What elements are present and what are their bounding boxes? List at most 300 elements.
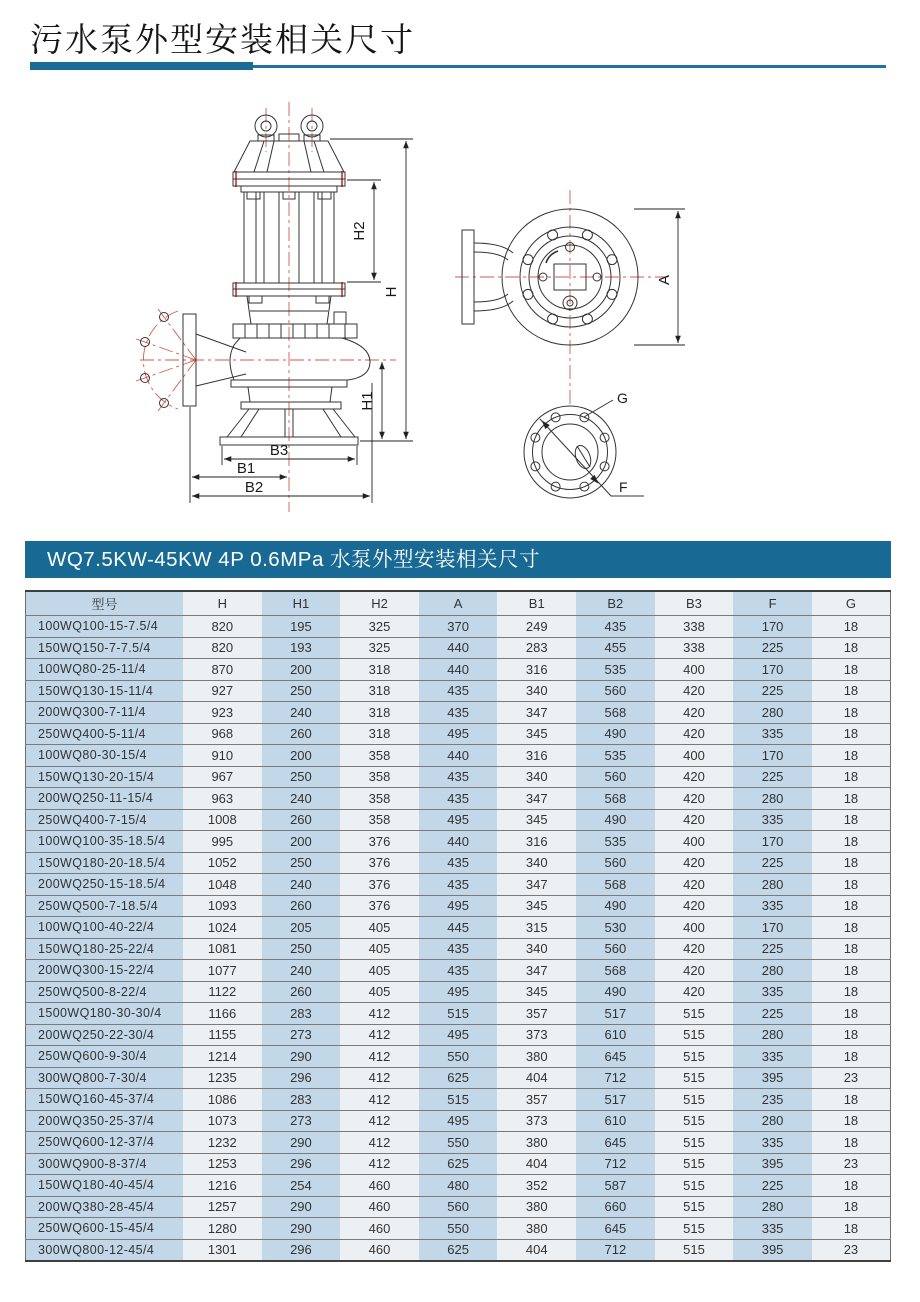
value-cell: 515	[419, 1003, 498, 1025]
value-cell: 23	[812, 1067, 891, 1089]
value-cell: 240	[262, 874, 341, 896]
value-cell: 515	[655, 1046, 734, 1068]
value-cell: 820	[183, 637, 262, 659]
value-cell: 550	[419, 1132, 498, 1154]
value-cell: 420	[655, 723, 734, 745]
value-cell: 404	[497, 1239, 576, 1261]
value-cell: 480	[419, 1175, 498, 1197]
value-cell: 550	[419, 1218, 498, 1240]
value-cell: 1081	[183, 938, 262, 960]
value-cell: 225	[733, 766, 812, 788]
value-cell: 170	[733, 917, 812, 939]
value-cell: 490	[576, 981, 655, 1003]
value-cell: 435	[419, 852, 498, 874]
value-cell: 170	[733, 745, 812, 767]
value-cell: 587	[576, 1175, 655, 1197]
value-cell: 280	[733, 1110, 812, 1132]
value-cell: 170	[733, 659, 812, 681]
value-cell: 515	[655, 1153, 734, 1175]
value-cell: 395	[733, 1067, 812, 1089]
table-row	[26, 1175, 891, 1197]
value-cell: 225	[733, 938, 812, 960]
model-cell: 200WQ350-25-37/4	[26, 1110, 184, 1132]
value-cell: 535	[576, 659, 655, 681]
table-row	[26, 1218, 891, 1240]
table-row	[26, 680, 891, 702]
value-cell: 260	[262, 723, 341, 745]
value-cell: 515	[655, 1067, 734, 1089]
value-cell: 420	[655, 702, 734, 724]
value-cell: 1122	[183, 981, 262, 1003]
value-cell: 435	[419, 788, 498, 810]
table-row	[26, 1003, 891, 1025]
model-cell: 150WQ180-25-22/4	[26, 938, 184, 960]
value-cell: 1073	[183, 1110, 262, 1132]
value-cell: 420	[655, 809, 734, 831]
value-cell: 645	[576, 1132, 655, 1154]
model-cell: 150WQ130-20-15/4	[26, 766, 184, 788]
value-cell: 18	[812, 1132, 891, 1154]
value-cell: 560	[419, 1196, 498, 1218]
value-cell: 440	[419, 831, 498, 853]
value-cell: 968	[183, 723, 262, 745]
value-cell: 515	[655, 1196, 734, 1218]
value-cell: 420	[655, 852, 734, 874]
value-cell: 358	[340, 766, 419, 788]
spec-table-container	[25, 590, 891, 1262]
value-cell: 254	[262, 1175, 341, 1197]
value-cell: 515	[655, 1132, 734, 1154]
value-cell: 420	[655, 874, 734, 896]
value-cell: 412	[340, 1110, 419, 1132]
model-cell: 200WQ250-11-15/4	[26, 788, 184, 810]
value-cell: 1257	[183, 1196, 262, 1218]
value-cell: 290	[262, 1046, 341, 1068]
model-cell: 250WQ500-8-22/4	[26, 981, 184, 1003]
dim-label-b1: B1	[236, 460, 256, 477]
value-cell: 290	[262, 1196, 341, 1218]
value-cell: 225	[733, 852, 812, 874]
value-cell: 318	[340, 702, 419, 724]
model-cell: 200WQ380-28-45/4	[26, 1196, 184, 1218]
model-cell: 150WQ180-40-45/4	[26, 1175, 184, 1197]
value-cell: 376	[340, 895, 419, 917]
table-row	[26, 1089, 891, 1111]
value-cell: 193	[262, 637, 341, 659]
value-cell: 357	[497, 1003, 576, 1025]
table-row	[26, 637, 891, 659]
value-cell: 280	[733, 874, 812, 896]
column-header: F	[733, 591, 812, 616]
model-cell: 150WQ180-20-18.5/4	[26, 852, 184, 874]
value-cell: 205	[262, 917, 341, 939]
value-cell: 335	[733, 1132, 812, 1154]
value-cell: 18	[812, 1089, 891, 1111]
value-cell: 280	[733, 1024, 812, 1046]
value-cell: 405	[340, 917, 419, 939]
value-cell: 1086	[183, 1089, 262, 1111]
value-cell: 18	[812, 1024, 891, 1046]
value-cell: 250	[262, 938, 341, 960]
table-row	[26, 766, 891, 788]
value-cell: 460	[340, 1196, 419, 1218]
value-cell: 23	[812, 1153, 891, 1175]
value-cell: 340	[497, 680, 576, 702]
value-cell: 345	[497, 809, 576, 831]
dim-label-h2: H2	[351, 221, 368, 241]
column-header: B2	[576, 591, 655, 616]
table-row	[26, 702, 891, 724]
value-cell: 170	[733, 831, 812, 853]
value-cell: 535	[576, 745, 655, 767]
value-cell: 335	[733, 981, 812, 1003]
value-cell: 240	[262, 960, 341, 982]
value-cell: 645	[576, 1046, 655, 1068]
value-cell: 568	[576, 960, 655, 982]
value-cell: 400	[655, 659, 734, 681]
value-cell: 18	[812, 1175, 891, 1197]
value-cell: 316	[497, 659, 576, 681]
value-cell: 23	[812, 1239, 891, 1261]
model-cell: 300WQ900-8-37/4	[26, 1153, 184, 1175]
table-row	[26, 1067, 891, 1089]
model-cell: 250WQ600-15-45/4	[26, 1218, 184, 1240]
value-cell: 345	[497, 981, 576, 1003]
value-cell: 1024	[183, 917, 262, 939]
value-cell: 435	[419, 702, 498, 724]
value-cell: 645	[576, 1218, 655, 1240]
value-cell: 712	[576, 1067, 655, 1089]
value-cell: 395	[733, 1153, 812, 1175]
value-cell: 358	[340, 745, 419, 767]
model-cell: 300WQ800-7-30/4	[26, 1067, 184, 1089]
value-cell: 18	[812, 809, 891, 831]
value-cell: 225	[733, 1175, 812, 1197]
spec-section-banner: WQ7.5KW-45KW 4P 0.6MPa 水泵外型安装相关尺寸	[25, 541, 891, 578]
column-header: B3	[655, 591, 734, 616]
value-cell: 18	[812, 852, 891, 874]
value-cell: 318	[340, 659, 419, 681]
value-cell: 345	[497, 723, 576, 745]
value-cell: 870	[183, 659, 262, 681]
value-cell: 283	[262, 1089, 341, 1111]
value-cell: 625	[419, 1153, 498, 1175]
value-cell: 435	[419, 960, 498, 982]
value-cell: 240	[262, 788, 341, 810]
value-cell: 412	[340, 1132, 419, 1154]
value-cell: 712	[576, 1239, 655, 1261]
value-cell: 376	[340, 874, 419, 896]
table-row	[26, 938, 891, 960]
value-cell: 420	[655, 938, 734, 960]
value-cell: 405	[340, 981, 419, 1003]
value-cell: 1216	[183, 1175, 262, 1197]
value-cell: 200	[262, 831, 341, 853]
value-cell: 335	[733, 895, 812, 917]
value-cell: 380	[497, 1046, 576, 1068]
value-cell: 412	[340, 1003, 419, 1025]
value-cell: 18	[812, 1196, 891, 1218]
value-cell: 296	[262, 1067, 341, 1089]
value-cell: 18	[812, 1003, 891, 1025]
value-cell: 923	[183, 702, 262, 724]
value-cell: 296	[262, 1239, 341, 1261]
value-cell: 335	[733, 723, 812, 745]
value-cell: 927	[183, 680, 262, 702]
value-cell: 318	[340, 680, 419, 702]
value-cell: 260	[262, 809, 341, 831]
value-cell: 440	[419, 659, 498, 681]
dim-label-a: A	[656, 274, 673, 286]
value-cell: 515	[655, 1089, 734, 1111]
column-header: H	[183, 591, 262, 616]
model-cell: 100WQ80-25-11/4	[26, 659, 184, 681]
value-cell: 995	[183, 831, 262, 853]
value-cell: 1301	[183, 1239, 262, 1261]
value-cell: 515	[655, 1110, 734, 1132]
value-cell: 18	[812, 1046, 891, 1068]
value-cell: 225	[733, 680, 812, 702]
value-cell: 370	[419, 616, 498, 638]
pump-technical-drawing	[0, 88, 920, 540]
model-cell: 300WQ800-12-45/4	[26, 1239, 184, 1261]
value-cell: 18	[812, 766, 891, 788]
value-cell: 290	[262, 1132, 341, 1154]
table-row	[26, 1046, 891, 1068]
pump-front-view	[141, 115, 371, 445]
value-cell: 18	[812, 960, 891, 982]
dim-label-b2: B2	[244, 479, 264, 496]
model-cell: 100WQ100-35-18.5/4	[26, 831, 184, 853]
model-cell: 250WQ600-9-30/4	[26, 1046, 184, 1068]
dim-label-g: G	[617, 390, 628, 406]
page-title: 污水泵外型安装相关尺寸	[30, 21, 415, 58]
value-cell: 400	[655, 917, 734, 939]
value-cell: 18	[812, 917, 891, 939]
value-cell: 290	[262, 1218, 341, 1240]
column-header: G	[812, 591, 891, 616]
column-header: H1	[262, 591, 341, 616]
value-cell: 1093	[183, 895, 262, 917]
value-cell: 560	[576, 680, 655, 702]
value-cell: 347	[497, 874, 576, 896]
value-cell: 335	[733, 1046, 812, 1068]
value-cell: 316	[497, 745, 576, 767]
value-cell: 380	[497, 1196, 576, 1218]
value-cell: 1235	[183, 1067, 262, 1089]
value-cell: 460	[340, 1239, 419, 1261]
value-cell: 517	[576, 1089, 655, 1111]
value-cell: 1166	[183, 1003, 262, 1025]
value-cell: 18	[812, 680, 891, 702]
value-cell: 495	[419, 723, 498, 745]
spec-table	[25, 590, 891, 1262]
table-row	[26, 788, 891, 810]
value-cell: 347	[497, 788, 576, 810]
model-cell: 200WQ250-15-18.5/4	[26, 874, 184, 896]
value-cell: 273	[262, 1110, 341, 1132]
value-cell: 1280	[183, 1218, 262, 1240]
column-header: B1	[497, 591, 576, 616]
value-cell: 1214	[183, 1046, 262, 1068]
value-cell: 435	[419, 680, 498, 702]
value-cell: 18	[812, 831, 891, 853]
value-cell: 435	[419, 766, 498, 788]
value-cell: 963	[183, 788, 262, 810]
value-cell: 440	[419, 745, 498, 767]
value-cell: 550	[419, 1046, 498, 1068]
value-cell: 568	[576, 788, 655, 810]
column-header: H2	[340, 591, 419, 616]
value-cell: 18	[812, 895, 891, 917]
column-header: A	[419, 591, 498, 616]
table-row	[26, 723, 891, 745]
table-row	[26, 616, 891, 638]
value-cell: 250	[262, 680, 341, 702]
value-cell: 910	[183, 745, 262, 767]
value-cell: 280	[733, 1196, 812, 1218]
table-row	[26, 895, 891, 917]
table-row	[26, 1239, 891, 1261]
value-cell: 273	[262, 1024, 341, 1046]
value-cell: 495	[419, 895, 498, 917]
value-cell: 318	[340, 723, 419, 745]
value-cell: 460	[340, 1218, 419, 1240]
value-cell: 404	[497, 1153, 576, 1175]
value-cell: 347	[497, 960, 576, 982]
value-cell: 625	[419, 1067, 498, 1089]
value-cell: 568	[576, 702, 655, 724]
model-cell: 200WQ300-15-22/4	[26, 960, 184, 982]
value-cell: 530	[576, 917, 655, 939]
dim-label-h1: H1	[359, 391, 376, 411]
value-cell: 1052	[183, 852, 262, 874]
value-cell: 400	[655, 831, 734, 853]
value-cell: 568	[576, 874, 655, 896]
value-cell: 435	[419, 874, 498, 896]
value-cell: 412	[340, 1024, 419, 1046]
value-cell: 610	[576, 1110, 655, 1132]
value-cell: 195	[262, 616, 341, 638]
value-cell: 420	[655, 788, 734, 810]
value-cell: 495	[419, 981, 498, 1003]
value-cell: 225	[733, 637, 812, 659]
value-cell: 820	[183, 616, 262, 638]
model-cell: 100WQ100-40-22/4	[26, 917, 184, 939]
value-cell: 235	[733, 1089, 812, 1111]
value-cell: 1232	[183, 1132, 262, 1154]
centerlines	[136, 102, 668, 512]
value-cell: 420	[655, 895, 734, 917]
value-cell: 316	[497, 831, 576, 853]
column-header: 型号	[26, 591, 184, 616]
value-cell: 18	[812, 981, 891, 1003]
value-cell: 517	[576, 1003, 655, 1025]
value-cell: 405	[340, 960, 419, 982]
value-cell: 1077	[183, 960, 262, 982]
value-cell: 335	[733, 1218, 812, 1240]
value-cell: 352	[497, 1175, 576, 1197]
table-row	[26, 981, 891, 1003]
table-row	[26, 852, 891, 874]
value-cell: 18	[812, 659, 891, 681]
value-cell: 495	[419, 1110, 498, 1132]
value-cell: 280	[733, 702, 812, 724]
table-row	[26, 831, 891, 853]
value-cell: 340	[497, 852, 576, 874]
value-cell: 495	[419, 809, 498, 831]
model-cell: 150WQ160-45-37/4	[26, 1089, 184, 1111]
model-cell: 250WQ400-5-11/4	[26, 723, 184, 745]
value-cell: 18	[812, 616, 891, 638]
value-cell: 420	[655, 680, 734, 702]
value-cell: 376	[340, 831, 419, 853]
value-cell: 18	[812, 745, 891, 767]
value-cell: 260	[262, 895, 341, 917]
value-cell: 358	[340, 788, 419, 810]
value-cell: 249	[497, 616, 576, 638]
value-cell: 412	[340, 1067, 419, 1089]
value-cell: 18	[812, 874, 891, 896]
value-cell: 358	[340, 809, 419, 831]
value-cell: 325	[340, 616, 419, 638]
value-cell: 338	[655, 637, 734, 659]
model-cell: 250WQ400-7-15/4	[26, 809, 184, 831]
model-cell: 250WQ600-12-37/4	[26, 1132, 184, 1154]
value-cell: 345	[497, 895, 576, 917]
value-cell: 335	[733, 809, 812, 831]
value-cell: 435	[576, 616, 655, 638]
model-cell: 250WQ500-7-18.5/4	[26, 895, 184, 917]
value-cell: 340	[497, 938, 576, 960]
value-cell: 18	[812, 1218, 891, 1240]
value-cell: 376	[340, 852, 419, 874]
value-cell: 338	[655, 616, 734, 638]
value-cell: 1008	[183, 809, 262, 831]
value-cell: 412	[340, 1089, 419, 1111]
value-cell: 967	[183, 766, 262, 788]
value-cell: 18	[812, 1110, 891, 1132]
value-cell: 420	[655, 981, 734, 1003]
value-cell: 260	[262, 981, 341, 1003]
model-cell: 150WQ130-15-11/4	[26, 680, 184, 702]
value-cell: 18	[812, 723, 891, 745]
value-cell: 560	[576, 852, 655, 874]
value-cell: 250	[262, 766, 341, 788]
value-cell: 420	[655, 766, 734, 788]
value-cell: 625	[419, 1239, 498, 1261]
value-cell: 1155	[183, 1024, 262, 1046]
value-cell: 280	[733, 960, 812, 982]
value-cell: 490	[576, 809, 655, 831]
value-cell: 445	[419, 917, 498, 939]
value-cell: 400	[655, 745, 734, 767]
value-cell: 373	[497, 1024, 576, 1046]
table-row	[26, 917, 891, 939]
value-cell: 240	[262, 702, 341, 724]
value-cell: 515	[655, 1239, 734, 1261]
dim-label-f: F	[619, 479, 628, 495]
value-cell: 395	[733, 1239, 812, 1261]
value-cell: 380	[497, 1132, 576, 1154]
spec-table-body	[26, 616, 891, 1262]
value-cell: 347	[497, 702, 576, 724]
model-cell: 150WQ150-7-7.5/4	[26, 637, 184, 659]
value-cell: 515	[655, 1003, 734, 1025]
value-cell: 560	[576, 938, 655, 960]
value-cell: 440	[419, 637, 498, 659]
title-divider-accent	[30, 62, 253, 70]
